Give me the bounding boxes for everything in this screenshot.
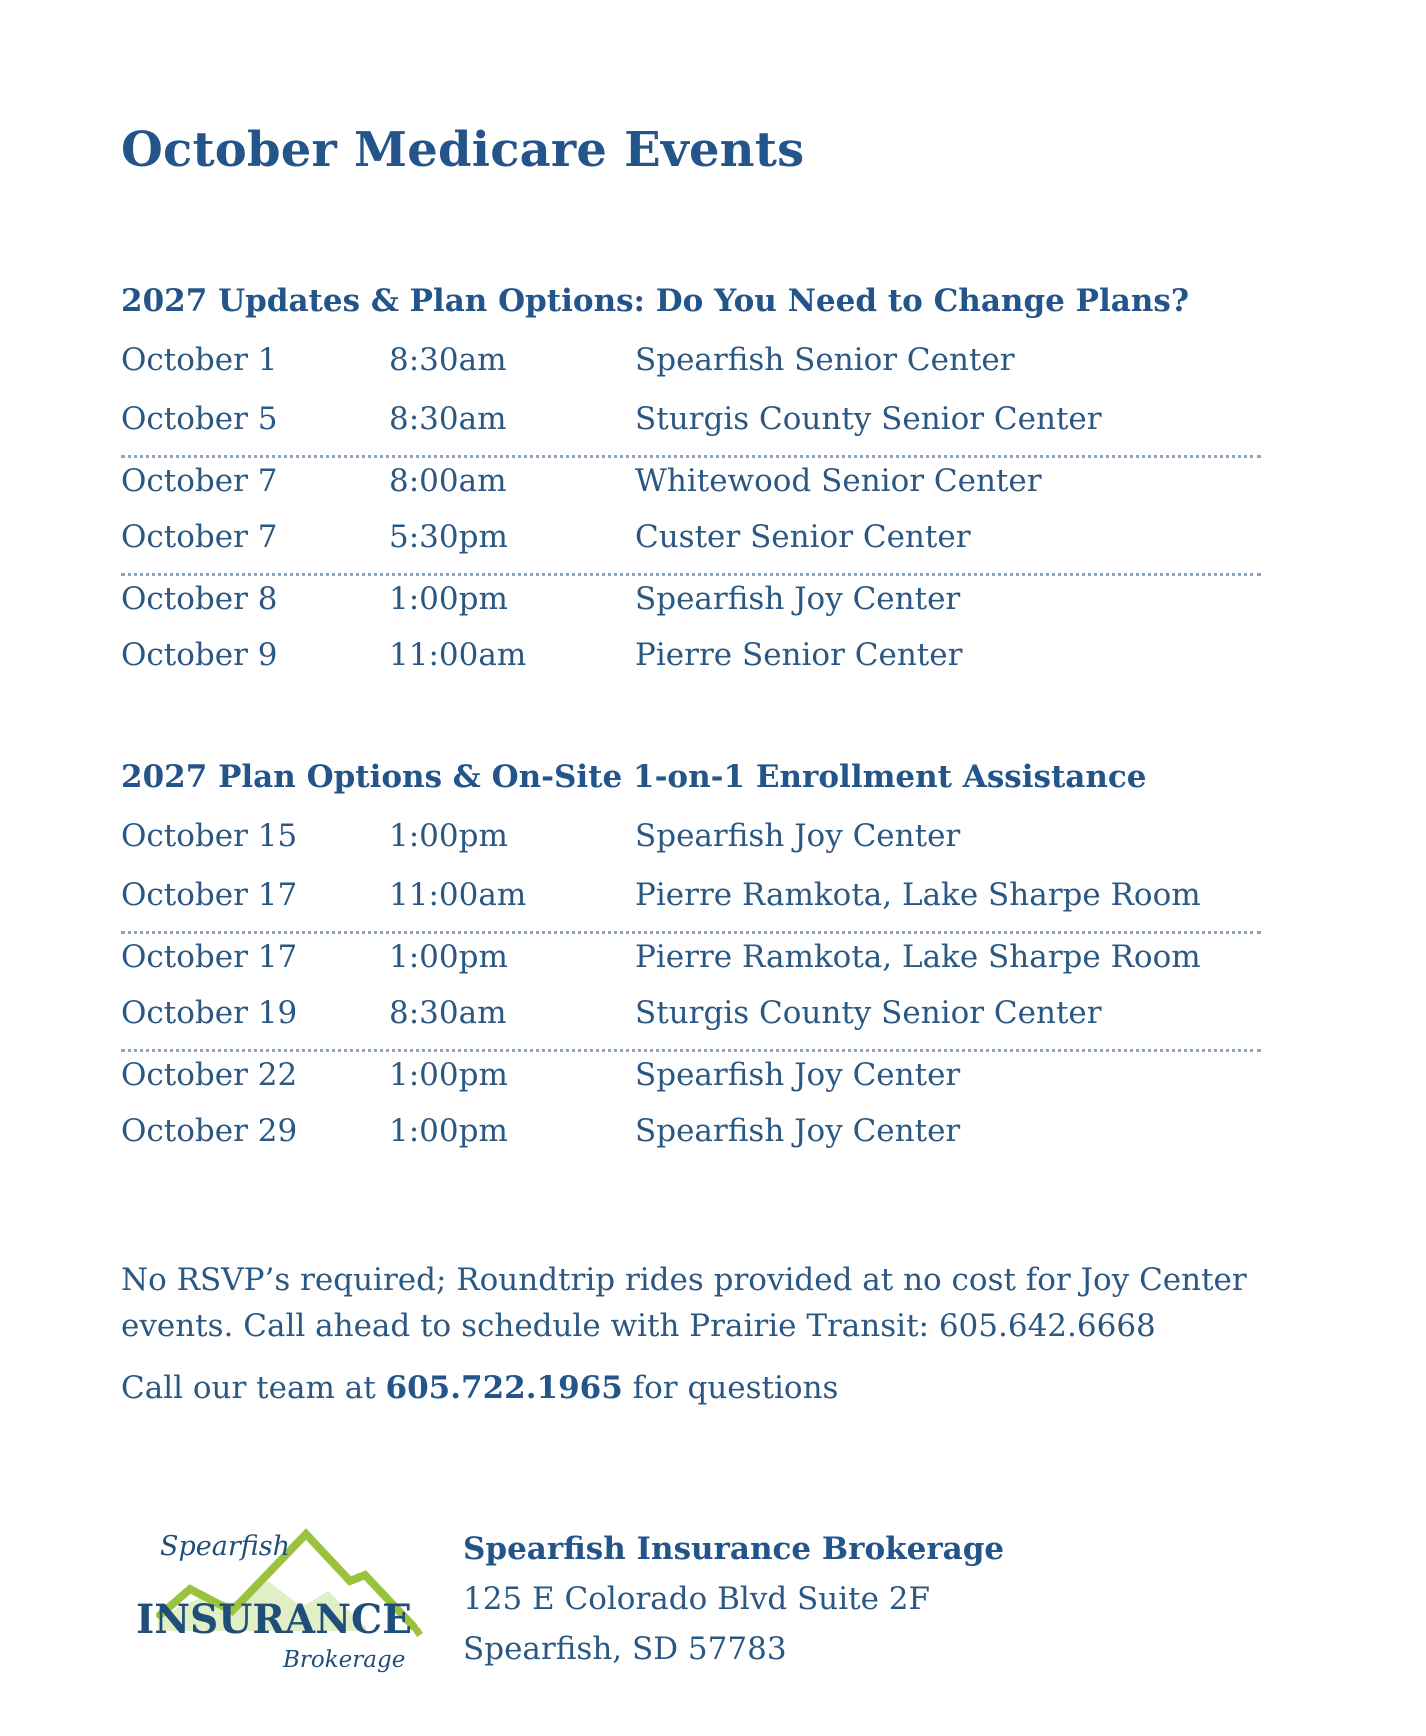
event-date: October 17	[121, 939, 298, 975]
event-row	[121, 396, 1261, 455]
event-row	[121, 931, 1261, 990]
event-venue: Spearfish Senior Center	[635, 342, 1015, 378]
event-date: October 9	[121, 637, 278, 673]
event-venue: Spearfish Joy Center	[635, 1113, 961, 1149]
company-logo	[120, 1525, 430, 1675]
event-row	[121, 514, 1261, 573]
event-row	[121, 872, 1261, 931]
event-date: October 8	[121, 581, 278, 617]
rsvp-note	[121, 1257, 1321, 1349]
company-address	[463, 1524, 1004, 1674]
event-date: October 5	[121, 401, 278, 437]
section-heading: 2027 Updates & Plan Options: Do You Need to Change Plans?	[121, 283, 1189, 319]
page-title: October Medicare Events	[121, 122, 805, 178]
events-section-updates	[121, 281, 1261, 691]
call-note	[121, 1365, 1321, 1411]
event-row	[121, 813, 1261, 872]
event-time: 5:30pm	[389, 519, 508, 555]
event-time: 1:00pm	[389, 939, 508, 975]
event-venue: Sturgis County Senior Center	[635, 401, 1102, 437]
event-venue: Pierre Ramkota, Lake Sharpe Room	[635, 877, 1201, 913]
event-time: 11:00am	[389, 877, 527, 913]
event-venue: Spearfish Joy Center	[635, 1057, 961, 1093]
logo-top-word: Spearfish	[160, 1531, 291, 1562]
event-date: October 15	[121, 818, 298, 854]
events-section-enrollment	[121, 757, 1261, 1167]
event-time: 8:30am	[389, 995, 507, 1031]
event-venue: Sturgis County Senior Center	[635, 995, 1102, 1031]
event-venue: Spearfish Joy Center	[635, 581, 961, 617]
event-date: October 19	[121, 995, 298, 1031]
event-date: October 7	[121, 519, 278, 555]
event-row	[121, 455, 1261, 514]
event-row	[121, 573, 1261, 632]
city-state-zip: Spearfish, SD 57783	[463, 1631, 787, 1667]
event-time: 1:00pm	[389, 1057, 508, 1093]
call-phone-number: 605.722.1965	[385, 1370, 623, 1406]
event-date: October 7	[121, 463, 278, 499]
event-venue: Spearfish Joy Center	[635, 818, 961, 854]
event-date: October 1	[121, 342, 278, 378]
call-prefix: Call our team at	[121, 1370, 386, 1406]
event-time: 8:00am	[389, 463, 507, 499]
event-row	[121, 337, 1261, 396]
event-row	[121, 1108, 1261, 1167]
rsvp-note-line1: No RSVP’s required; Roundtrip rides provided at no cost for Joy Center	[121, 1262, 1247, 1298]
event-date: October 17	[121, 877, 298, 913]
logo-main-word: INSURANCE	[136, 1596, 412, 1643]
event-venue: Whitewood Senior Center	[635, 463, 1042, 499]
event-date: October 29	[121, 1113, 298, 1149]
event-time: 1:00pm	[389, 581, 508, 617]
event-venue: Pierre Ramkota, Lake Sharpe Room	[635, 939, 1201, 975]
event-venue: Custer Senior Center	[635, 519, 971, 555]
street-address: 125 E Colorado Blvd Suite 2F	[463, 1581, 931, 1617]
section-heading: 2027 Plan Options & On-Site 1-on-1 Enrollment Assistance	[121, 759, 1147, 795]
event-time: 8:30am	[389, 401, 507, 437]
call-suffix: for questions	[622, 1370, 839, 1406]
event-row	[121, 632, 1261, 691]
event-time: 1:00pm	[389, 818, 508, 854]
mountain-logo-icon	[120, 1525, 430, 1675]
event-time: 1:00pm	[389, 1113, 508, 1149]
company-name: Spearfish Insurance Brokerage	[463, 1531, 1005, 1567]
event-time: 11:00am	[389, 637, 527, 673]
rsvp-note-line2: events. Call ahead to schedule with Prairie Transit: 605.642.6668	[121, 1308, 1156, 1344]
event-date: October 22	[121, 1057, 298, 1093]
event-time: 8:30am	[389, 342, 507, 378]
event-venue: Pierre Senior Center	[635, 637, 963, 673]
event-row	[121, 990, 1261, 1049]
event-row	[121, 1049, 1261, 1108]
logo-bottom-word: Brokerage	[283, 1647, 406, 1673]
